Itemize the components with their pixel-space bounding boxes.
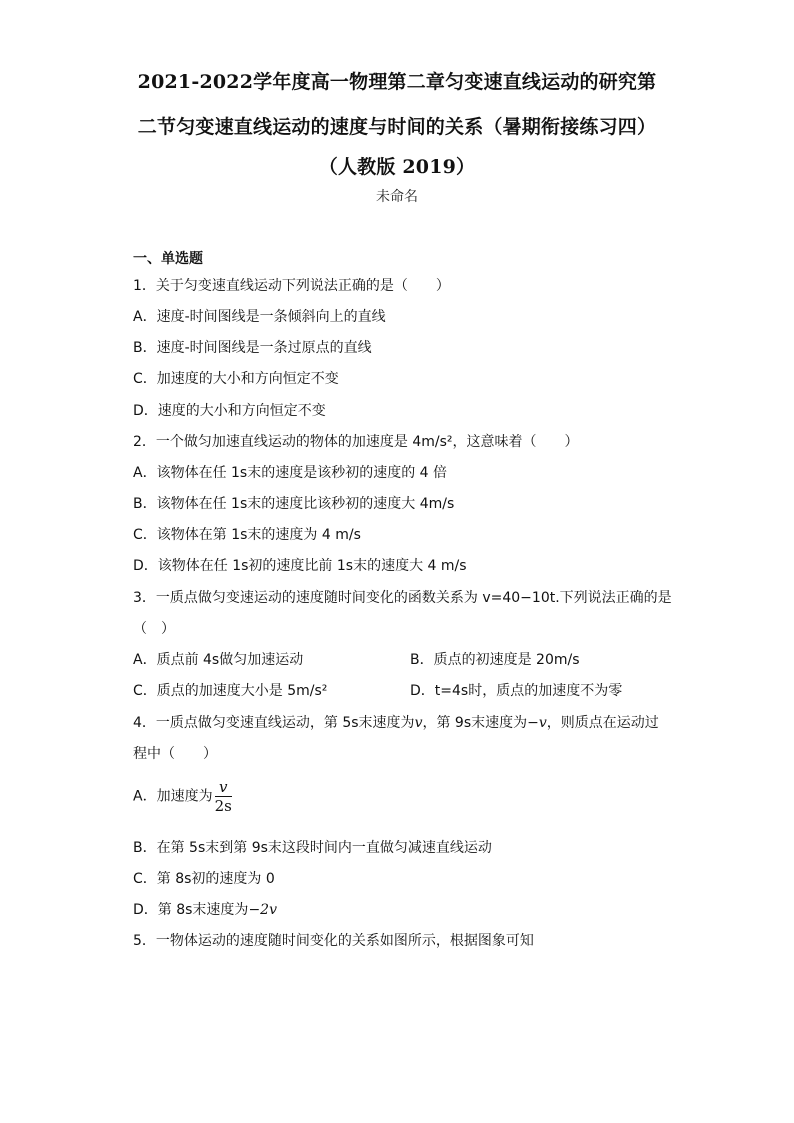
q4-velocity-neg-v: −v: [527, 715, 547, 731]
q4-stem-continued: 程中（ ）: [133, 746, 217, 762]
q3-stem-continued: （ ）: [133, 621, 175, 637]
fraction-denominator: 2s: [214, 797, 232, 815]
q4-velocity-v: v: [414, 715, 423, 731]
q5-stem: 5．一物体运动的速度随时间变化的关系如图所示，根据图象可知: [133, 933, 534, 949]
q3-stem: 3．一质点做匀变速运动的速度随时间变化的函数关系为 v=40−10t.下列说法正确的是: [133, 590, 672, 606]
q4-option-d-label: D．第 8s末速度为: [133, 902, 249, 918]
title-line-2: 二节匀变速直线运动的速度与时间的关系（暑期衔接练习四）: [137, 116, 657, 138]
fraction-numerator: v: [218, 778, 228, 796]
q2-option-c: C．该物体在第 1s末的速度为 4 m/s: [133, 527, 361, 543]
q2-stem: 2．一个做匀加速直线运动的物体的加速度是 4m/s²，这意味着（ ）: [133, 434, 579, 450]
q1-stem: 1．关于匀变速直线运动下列说法正确的是（ ）: [133, 278, 450, 294]
q1-option-c: C．加速度的大小和方向恒定不变: [133, 371, 339, 387]
q1-option-d: D．速度的大小和方向恒定不变: [133, 403, 326, 419]
q4-stem-part-2: ，第 9s末速度为: [422, 715, 528, 731]
q4-option-d: [133, 899, 277, 919]
q4-option-c: C．第 8s初的速度为 0: [133, 871, 275, 887]
q2-option-a: A．该物体在任 1s末的速度是该秒初的速度的 4 倍: [133, 465, 448, 481]
title-line-1: 2021-2022学年度高一物理第二章匀变速直线运动的研究第: [137, 71, 657, 93]
q3-option-c: C．质点的加速度大小是 5m/s²: [133, 683, 328, 699]
author-label: 未命名: [376, 189, 418, 205]
section-heading: 一、单选题: [133, 251, 203, 267]
q1-option-b: B．速度-时间图线是一条过原点的直线: [133, 340, 372, 356]
q4-stem: [133, 712, 659, 732]
q4-stem-part-1: 4．一质点做匀变速直线运动，第 5s末速度为: [133, 715, 415, 731]
q1-option-a: A．速度-时间图线是一条倾斜向上的直线: [133, 309, 386, 325]
q4-option-b: B．在第 5s末到第 9s末这段时间内一直做匀减速直线运动: [133, 840, 492, 856]
q4-option-d-value: −2v: [248, 902, 277, 918]
q3-option-a: A．质点前 4s做匀加速运动: [133, 652, 304, 668]
q4-option-a: [133, 778, 232, 815]
title-line-3: （人教版 2019）: [318, 156, 476, 178]
q2-option-d: D．该物体在任 1s初的速度比前 1s末的速度大 4 m/s: [133, 558, 467, 574]
q3-option-d: D．t=4s时，质点的加速度不为零: [410, 683, 623, 699]
q2-option-b: B．该物体在任 1s末的速度比该秒初的速度大 4m/s: [133, 496, 455, 512]
q3-option-b: B．质点的初速度是 20m/s: [410, 652, 580, 668]
q4-option-a-label: A．加速度为: [133, 788, 213, 805]
q4-stem-part-3: ，则质点在运动过: [546, 715, 659, 731]
q4-option-a-fraction: [215, 778, 232, 815]
